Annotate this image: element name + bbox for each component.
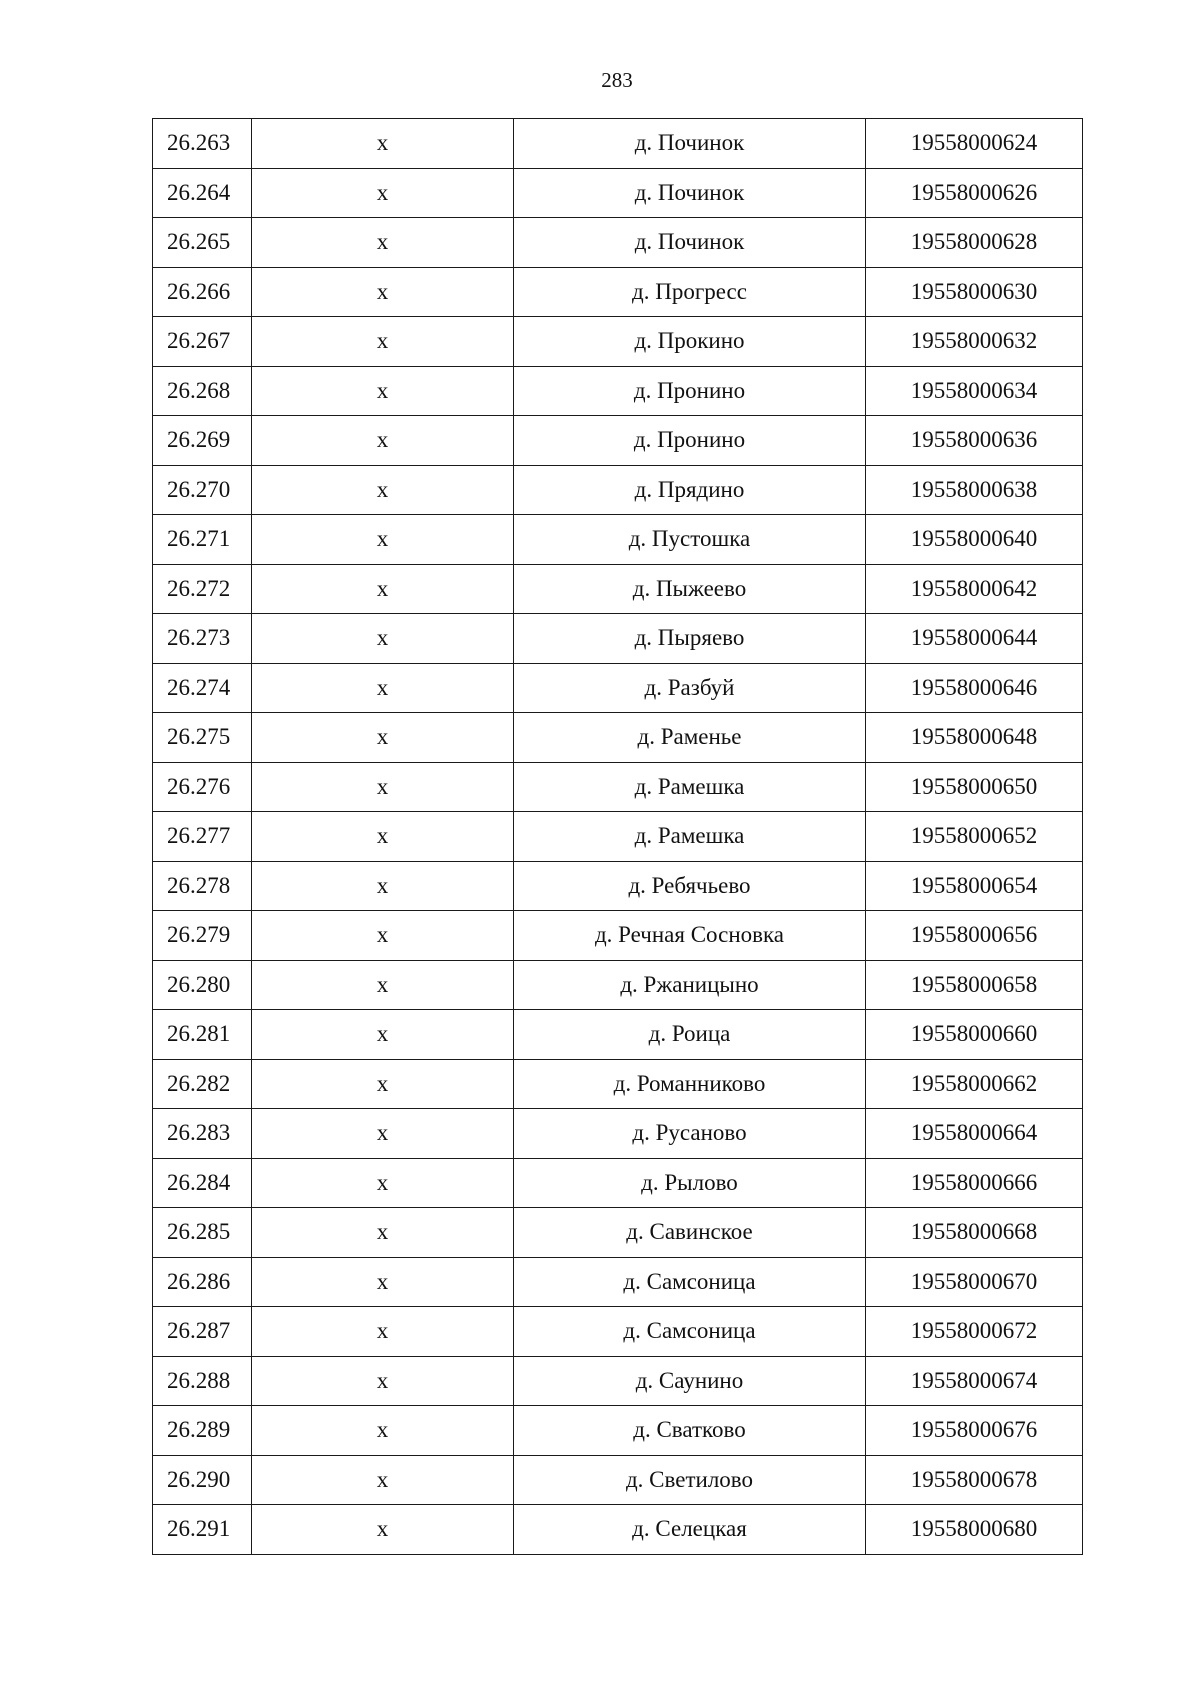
oktmo-code-cell: 19558000624 — [866, 119, 1083, 169]
table-row — [153, 1455, 1083, 1505]
settlement-name-cell: д. Рамешка — [514, 812, 866, 862]
row-mark-cell: х — [252, 1356, 514, 1406]
row-mark-cell: х — [252, 168, 514, 218]
table-row — [153, 564, 1083, 614]
row-number-cell: 26.263 — [153, 119, 252, 169]
table-row — [153, 663, 1083, 713]
table-row — [153, 861, 1083, 911]
settlement-name-cell: д. Селецкая — [514, 1505, 866, 1555]
settlement-name-cell: д. Савинское — [514, 1208, 866, 1258]
row-mark-cell: х — [252, 762, 514, 812]
row-mark-cell: х — [252, 861, 514, 911]
oktmo-code-cell: 19558000648 — [866, 713, 1083, 763]
row-mark-cell: х — [252, 1208, 514, 1258]
row-number-cell: 26.275 — [153, 713, 252, 763]
table-row — [153, 366, 1083, 416]
row-number-cell: 26.282 — [153, 1059, 252, 1109]
row-mark-cell: х — [252, 663, 514, 713]
table-row — [153, 1257, 1083, 1307]
settlement-name-cell: д. Пыжеево — [514, 564, 866, 614]
row-number-cell: 26.272 — [153, 564, 252, 614]
table-row — [153, 614, 1083, 664]
table-row — [153, 515, 1083, 565]
oktmo-code-cell: 19558000632 — [866, 317, 1083, 367]
settlement-name-cell: д. Роица — [514, 1010, 866, 1060]
oktmo-code-cell: 19558000668 — [866, 1208, 1083, 1258]
settlement-name-cell: д. Самсоница — [514, 1307, 866, 1357]
row-mark-cell: х — [252, 1059, 514, 1109]
row-number-cell: 26.286 — [153, 1257, 252, 1307]
row-mark-cell: х — [252, 1010, 514, 1060]
page-number: 283 — [601, 68, 633, 92]
row-number-cell: 26.288 — [153, 1356, 252, 1406]
oktmo-code-cell: 19558000654 — [866, 861, 1083, 911]
oktmo-code-cell: 19558000644 — [866, 614, 1083, 664]
row-number-cell: 26.279 — [153, 911, 252, 961]
settlement-name-cell: д. Ребячьево — [514, 861, 866, 911]
oktmo-code-cell: 19558000640 — [866, 515, 1083, 565]
row-mark-cell: х — [252, 1455, 514, 1505]
row-number-cell: 26.284 — [153, 1158, 252, 1208]
table-row — [153, 762, 1083, 812]
table-row — [153, 267, 1083, 317]
oktmo-code-cell: 19558000666 — [866, 1158, 1083, 1208]
row-mark-cell: х — [252, 1109, 514, 1159]
table-row — [153, 1307, 1083, 1357]
row-number-cell: 26.278 — [153, 861, 252, 911]
settlement-table — [152, 118, 1083, 1555]
row-number-cell: 26.273 — [153, 614, 252, 664]
row-mark-cell: х — [252, 267, 514, 317]
table-row — [153, 168, 1083, 218]
oktmo-code-cell: 19558000636 — [866, 416, 1083, 466]
table-row — [153, 713, 1083, 763]
settlement-name-cell: д. Прогресс — [514, 267, 866, 317]
table-row — [153, 1059, 1083, 1109]
oktmo-code-cell: 19558000662 — [866, 1059, 1083, 1109]
row-number-cell: 26.268 — [153, 366, 252, 416]
settlement-name-cell: д. Светилово — [514, 1455, 866, 1505]
row-number-cell: 26.264 — [153, 168, 252, 218]
row-number-cell: 26.285 — [153, 1208, 252, 1258]
row-number-cell: 26.277 — [153, 812, 252, 862]
table-row — [153, 1406, 1083, 1456]
settlement-name-cell: д. Русаново — [514, 1109, 866, 1159]
row-mark-cell: х — [252, 218, 514, 268]
settlement-name-cell: д. Пронино — [514, 366, 866, 416]
settlement-name-cell: д. Раменье — [514, 713, 866, 763]
table-row — [153, 812, 1083, 862]
row-number-cell: 26.267 — [153, 317, 252, 367]
oktmo-code-cell: 19558000658 — [866, 960, 1083, 1010]
row-mark-cell: х — [252, 366, 514, 416]
oktmo-code-cell: 19558000626 — [866, 168, 1083, 218]
settlement-name-cell: д. Пустошка — [514, 515, 866, 565]
row-number-cell: 26.287 — [153, 1307, 252, 1357]
table-row — [153, 1109, 1083, 1159]
row-number-cell: 26.276 — [153, 762, 252, 812]
row-number-cell: 26.281 — [153, 1010, 252, 1060]
row-mark-cell: х — [252, 119, 514, 169]
row-number-cell: 26.274 — [153, 663, 252, 713]
row-number-cell: 26.266 — [153, 267, 252, 317]
oktmo-code-cell: 19558000664 — [866, 1109, 1083, 1159]
row-number-cell: 26.291 — [153, 1505, 252, 1555]
table-row — [153, 119, 1083, 169]
oktmo-code-cell: 19558000646 — [866, 663, 1083, 713]
oktmo-code-cell: 19558000670 — [866, 1257, 1083, 1307]
settlement-name-cell: д. Саунино — [514, 1356, 866, 1406]
oktmo-code-cell: 19558000678 — [866, 1455, 1083, 1505]
row-mark-cell: х — [252, 465, 514, 515]
oktmo-code-cell: 19558000630 — [866, 267, 1083, 317]
row-mark-cell: х — [252, 515, 514, 565]
row-mark-cell: х — [252, 564, 514, 614]
settlement-name-cell: д. Прокино — [514, 317, 866, 367]
row-mark-cell: х — [252, 1505, 514, 1555]
oktmo-code-cell: 19558000652 — [866, 812, 1083, 862]
settlement-name-cell: д. Сватково — [514, 1406, 866, 1456]
oktmo-code-cell: 19558000676 — [866, 1406, 1083, 1456]
settlement-name-cell: д. Романниково — [514, 1059, 866, 1109]
oktmo-code-cell: 19558000674 — [866, 1356, 1083, 1406]
row-mark-cell: х — [252, 416, 514, 466]
row-mark-cell: х — [252, 1406, 514, 1456]
row-mark-cell: х — [252, 960, 514, 1010]
row-mark-cell: х — [252, 1158, 514, 1208]
row-number-cell: 26.265 — [153, 218, 252, 268]
settlement-name-cell: д. Починок — [514, 119, 866, 169]
row-mark-cell: х — [252, 911, 514, 961]
row-number-cell: 26.290 — [153, 1455, 252, 1505]
table-row — [153, 1505, 1083, 1555]
oktmo-code-cell: 19558000628 — [866, 218, 1083, 268]
row-mark-cell: х — [252, 614, 514, 664]
settlement-name-cell: д. Разбуй — [514, 663, 866, 713]
table-row — [153, 465, 1083, 515]
row-mark-cell: х — [252, 317, 514, 367]
oktmo-code-cell: 19558000634 — [866, 366, 1083, 416]
settlement-name-cell: д. Рамешка — [514, 762, 866, 812]
table-row — [153, 1208, 1083, 1258]
settlement-name-cell: д. Пыряево — [514, 614, 866, 664]
row-mark-cell: х — [252, 812, 514, 862]
row-mark-cell: х — [252, 713, 514, 763]
settlement-name-cell: д. Ржаницыно — [514, 960, 866, 1010]
table-row — [153, 218, 1083, 268]
oktmo-code-cell: 19558000642 — [866, 564, 1083, 614]
table-row — [153, 1010, 1083, 1060]
oktmo-code-cell: 19558000650 — [866, 762, 1083, 812]
row-number-cell: 26.269 — [153, 416, 252, 466]
row-number-cell: 26.289 — [153, 1406, 252, 1456]
row-mark-cell: х — [252, 1257, 514, 1307]
row-mark-cell: х — [252, 1307, 514, 1357]
oktmo-code-cell: 19558000638 — [866, 465, 1083, 515]
row-number-cell: 26.270 — [153, 465, 252, 515]
settlement-name-cell: д. Починок — [514, 218, 866, 268]
table-body — [153, 119, 1083, 1555]
settlement-name-cell: д. Прядино — [514, 465, 866, 515]
row-number-cell: 26.283 — [153, 1109, 252, 1159]
table-row — [153, 1356, 1083, 1406]
table-row — [153, 317, 1083, 367]
oktmo-code-cell: 19558000656 — [866, 911, 1083, 961]
settlement-name-cell: д. Самсоница — [514, 1257, 866, 1307]
settlement-name-cell: д. Починок — [514, 168, 866, 218]
table-row — [153, 960, 1083, 1010]
settlement-name-cell: д. Рылово — [514, 1158, 866, 1208]
oktmo-code-cell: 19558000660 — [866, 1010, 1083, 1060]
table-row — [153, 911, 1083, 961]
oktmo-code-cell: 19558000680 — [866, 1505, 1083, 1555]
settlement-name-cell: д. Пронино — [514, 416, 866, 466]
table-row — [153, 416, 1083, 466]
row-number-cell: 26.280 — [153, 960, 252, 1010]
table-row — [153, 1158, 1083, 1208]
oktmo-code-cell: 19558000672 — [866, 1307, 1083, 1357]
row-number-cell: 26.271 — [153, 515, 252, 565]
settlement-name-cell: д. Речная Сосновка — [514, 911, 866, 961]
